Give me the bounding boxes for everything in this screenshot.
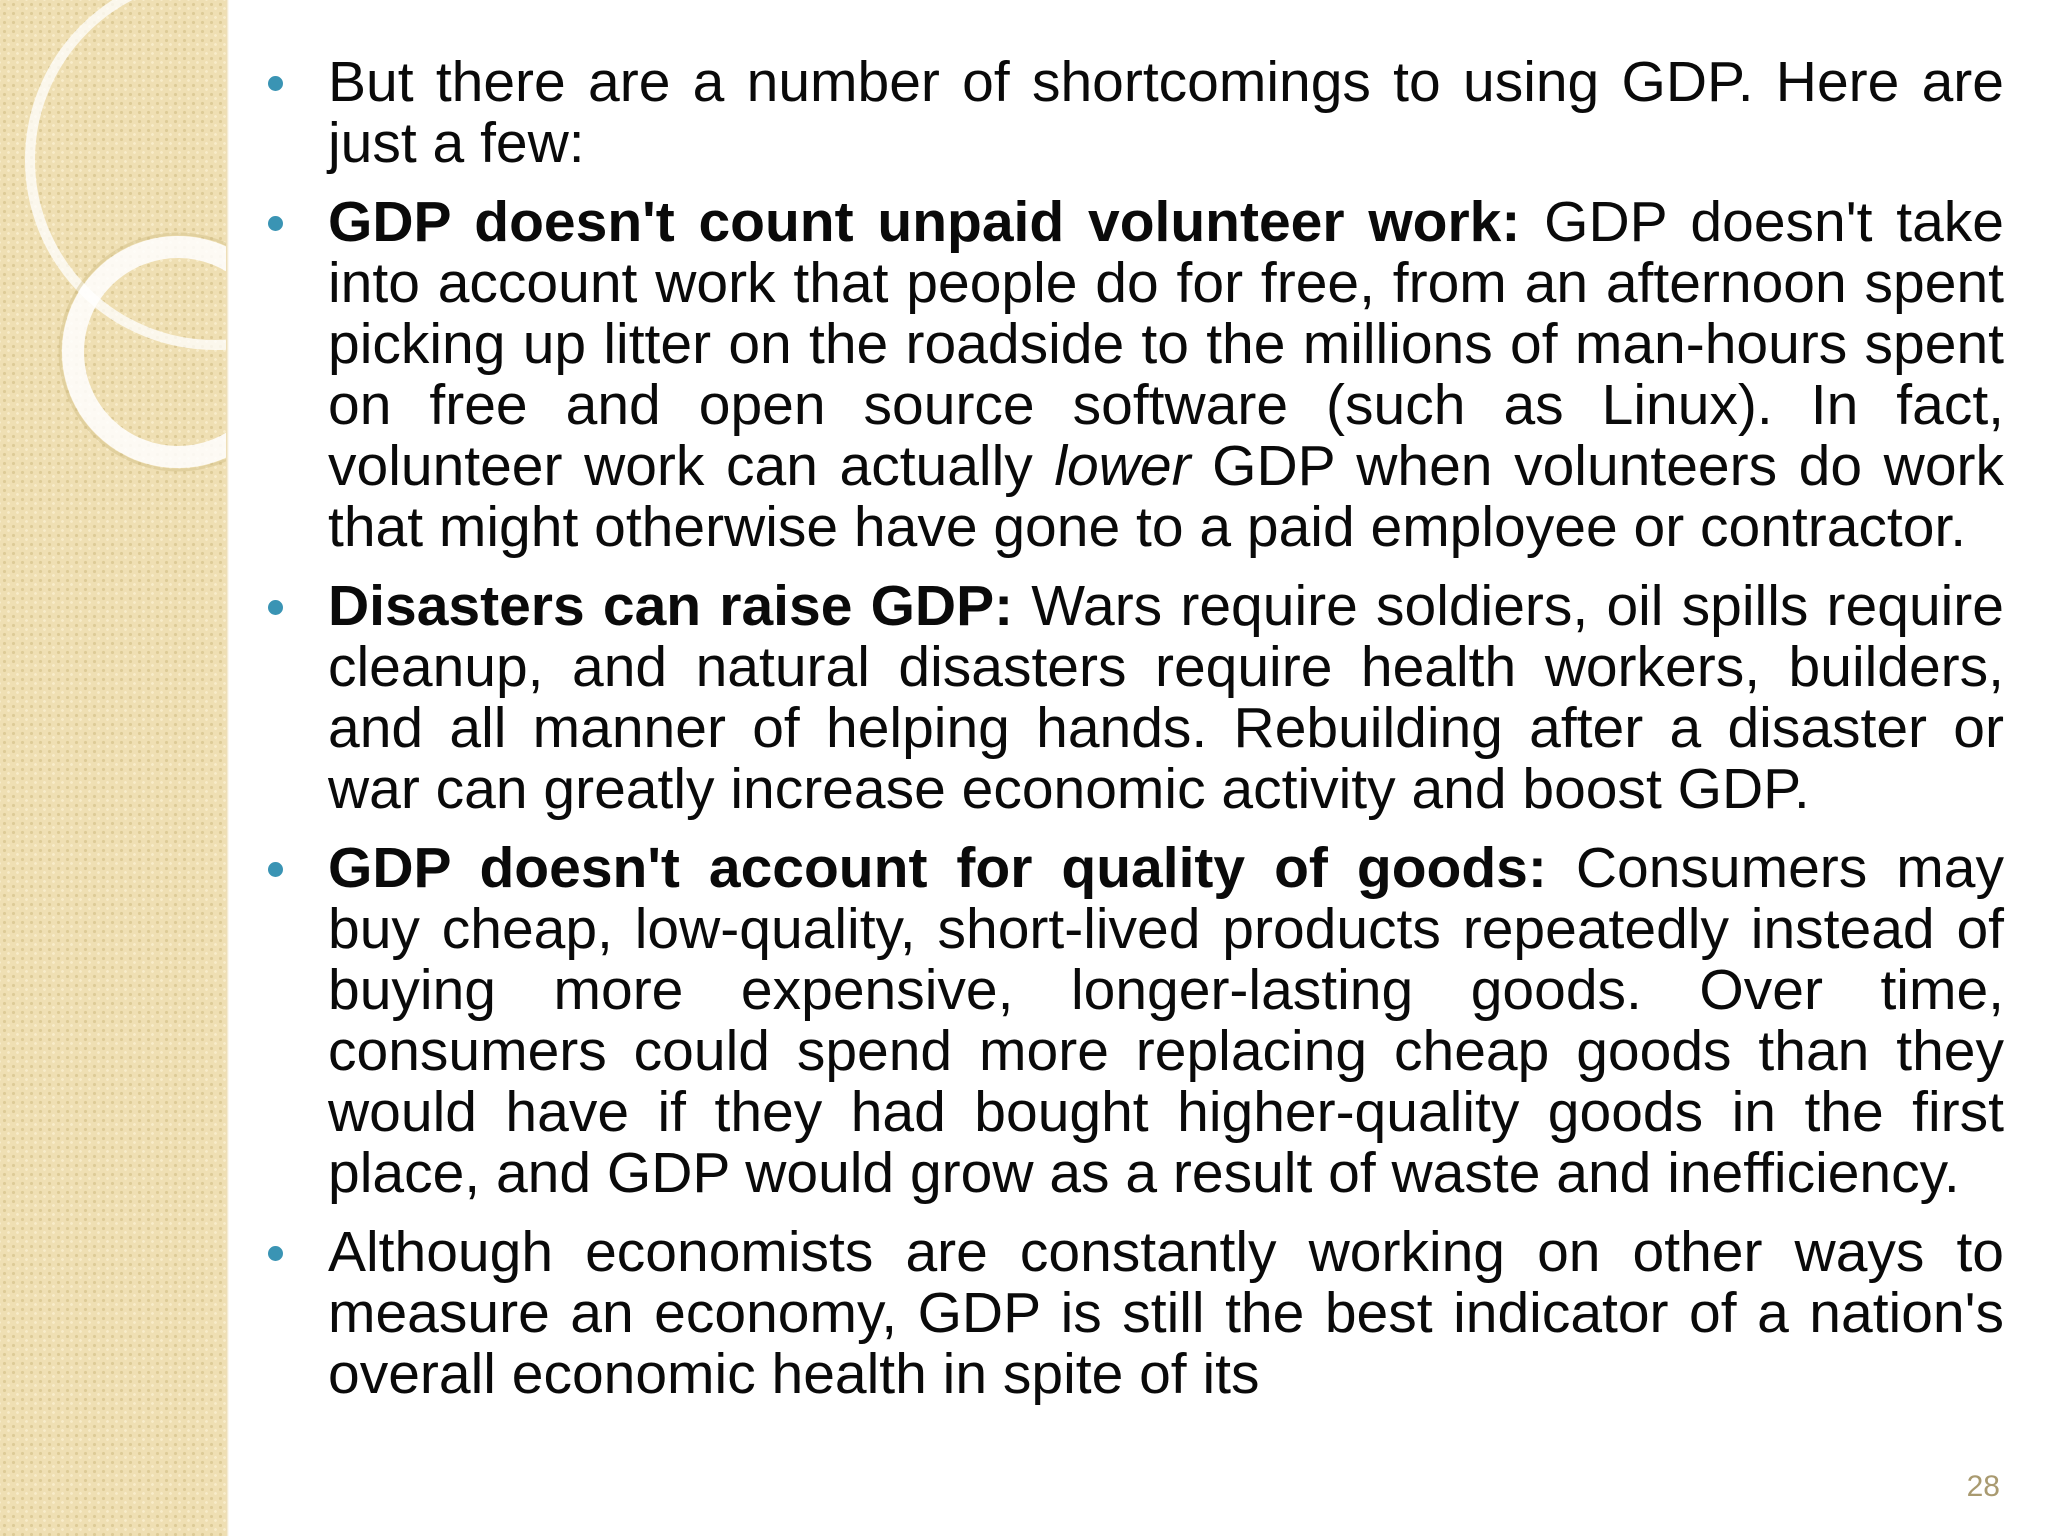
decorative-side-strip: [0, 0, 228, 1536]
bullet-text: But there are a number of shortcomings to using GDP. Here are just a few:: [328, 50, 2004, 175]
bullet-dot-icon: [268, 1246, 283, 1261]
bullet-lead: GDP doesn't count unpaid volunteer work:: [328, 190, 1521, 254]
slide-body: [260, 52, 2004, 1423]
bullet-emphasis: lower: [1054, 434, 1191, 498]
bullet-lead: Disasters can raise GDP:: [328, 574, 1014, 638]
bullet-text: Although economists are constantly working on other ways to measure an economy, GDP is still the best indicator of a nation's overall economic health in spite of its: [328, 1220, 2004, 1406]
swirl-ring-shadow: [60, 234, 228, 470]
bullet-dot-icon: [268, 216, 283, 231]
swirl-small-ring: [73, 247, 228, 457]
bullet-dot-icon: [268, 76, 283, 91]
page-number: 28: [1966, 1470, 2000, 1503]
bullet-lead: GDP doesn't account for quality of goods:: [328, 836, 1547, 900]
swirl-ornament: [0, 0, 228, 1536]
bullet-text-after: GDP when volunteers do work that might otherwise have gone to a paid employee or contractor.: [328, 434, 2005, 559]
bullet-dot-icon: [268, 600, 283, 615]
bullet-item-conclusion: [260, 1222, 2004, 1405]
bullet-text: Wars require soldiers, oil spills require cleanup, and natural disasters require health workers, builders, and all manner of helping hands. Rebuilding after a disaster or war can greatly increase economic activity and boost GDP.: [328, 574, 2004, 821]
bullet-dot-icon: [268, 862, 283, 877]
bullet-text: GDP doesn't take into account work that people do for free, from an afternoon spent picking up litter on the roadside to the millions of man-hours spent on free and open source software (such as Linux). In fact, volunteer work can actually: [328, 190, 2004, 498]
bullet-item-intro: [260, 52, 2004, 174]
bullet-item-quality-of-goods: [260, 838, 2004, 1204]
swirl-large-ring: [30, 0, 228, 345]
strip-edge: [226, 0, 229, 1536]
bullet-text: Consumers may buy cheap, low-quality, short-lived products repeatedly instead of buying more expensive, longer-lasting goods. Over time, consumers could spend more replacing cheap goods than they would have if they had bought higher-quality goods in the first place, and GDP would grow as a result of waste and inefficiency.: [328, 836, 2004, 1205]
bullet-item-disasters: [260, 576, 2004, 820]
bullet-item-volunteer-work: [260, 192, 2004, 558]
